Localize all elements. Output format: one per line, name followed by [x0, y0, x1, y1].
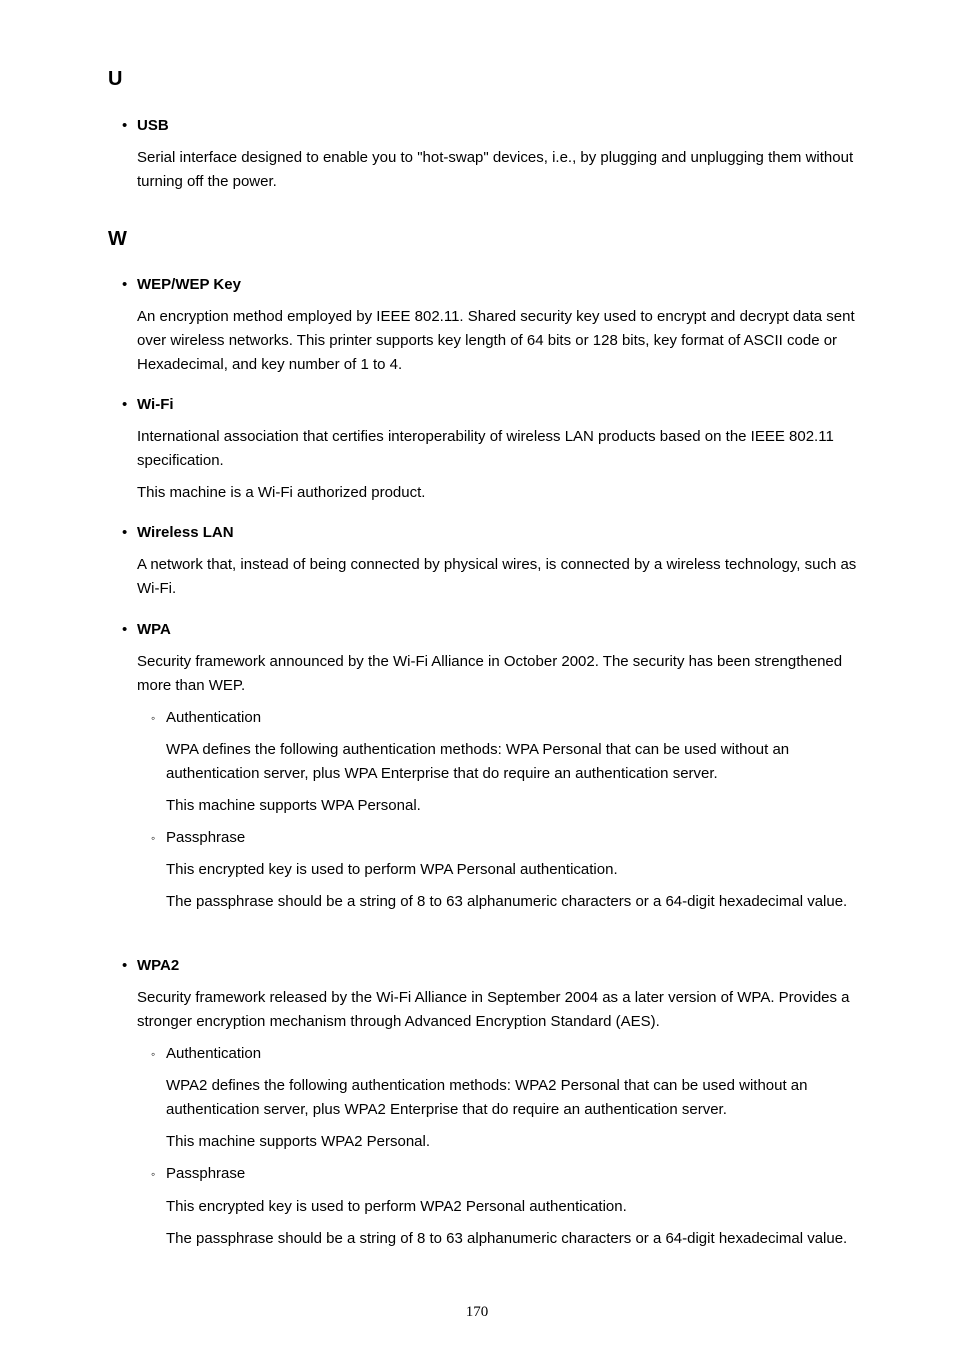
subdefinition-paragraph: The passphrase should be a string of 8 to 63 alphanumeric characters or a 64-digit hexadecimal value. — [166, 1230, 848, 1247]
subdefinition-paragraph: This machine supports WPA Personal. — [166, 797, 421, 814]
bullet: • — [122, 957, 128, 974]
subterm-passphrase: Passphrase — [166, 829, 246, 846]
subdefinition-paragraph: WPA defines the following authentication methods: WPA Personal that can be used without an authentication server, plus WPA Enterprise that do require an authentication server. — [166, 741, 790, 782]
subdefinition-paragraph: This encrypted key is used to perform WPA Personal authentication. — [166, 861, 618, 878]
subdefinition-paragraph: The passphrase should be a string of 8 to 63 alphanumeric characters or a 64-digit hexadecimal value. — [166, 893, 848, 910]
term-wi-fi: Wi-Fi — [137, 396, 174, 413]
definition-paragraph: A network that, instead of being connected by physical wires, is connected by a wireless technology, such as Wi-Fi. — [137, 556, 857, 597]
bullet: • — [122, 396, 128, 413]
subdefinition-paragraph: This encrypted key is used to perform WPA2 Personal authentication. — [166, 1198, 627, 1215]
definition-paragraph: An encryption method employed by IEEE 802.11. Shared security key used to encrypt and decrypt data sent over wireless networks. This printer supports key length of 64 bits or 128 bits, key format of ASCII code or Hexadecimal, and key number of 1 to 4. — [137, 308, 855, 373]
sub-bullet: ◦ — [151, 831, 156, 845]
term-wpa2: WPA2 — [137, 957, 180, 974]
subterm-authentication: Authentication — [166, 1045, 262, 1062]
subdefinition-paragraph: This machine supports WPA2 Personal. — [166, 1133, 431, 1150]
definition-paragraph: International association that certifies interoperability of wireless LAN products based on the IEEE 802.11 specification. — [137, 428, 834, 469]
term-wireless-lan: Wireless LAN — [137, 524, 234, 541]
subterm-authentication: Authentication — [166, 709, 262, 726]
subdefinition-paragraph: WPA2 defines the following authentication methods: WPA2 Personal that can be used without an authentication server, plus WPA2 Enterprise that do require an authentication server. — [166, 1077, 808, 1118]
sub-bullet: ◦ — [151, 1047, 156, 1061]
bullet: • — [122, 117, 128, 134]
term-usb: USB — [137, 117, 169, 134]
definition-paragraph: Security framework released by the Wi-Fi Alliance in September 2004 as a later version of WPA. Provides a stronger encryption mechanism through Advanced Encryption Standard (AES). — [137, 989, 850, 1030]
page-number: 170 — [465, 1304, 489, 1320]
section-letter-w: W — [108, 228, 127, 250]
bullet: • — [122, 276, 128, 293]
bullet: • — [122, 524, 128, 541]
term-wpa: WPA — [137, 621, 171, 638]
sub-bullet: ◦ — [151, 1167, 156, 1181]
sub-bullet: ◦ — [151, 711, 156, 725]
definition-paragraph: Serial interface designed to enable you to "hot-swap" devices, i.e., by plugging and unplugging them without turning off the power. — [137, 149, 854, 190]
subterm-passphrase: Passphrase — [166, 1165, 246, 1182]
definition-paragraph: This machine is a Wi-Fi authorized product. — [137, 484, 426, 501]
section-letter-u: U — [108, 68, 123, 90]
bullet: • — [122, 621, 128, 638]
definition-paragraph: Security framework announced by the Wi-Fi Alliance in October 2002. The security has been strengthened more than WEP. — [137, 653, 843, 694]
term-wep-key: WEP/WEP Key — [137, 276, 241, 293]
